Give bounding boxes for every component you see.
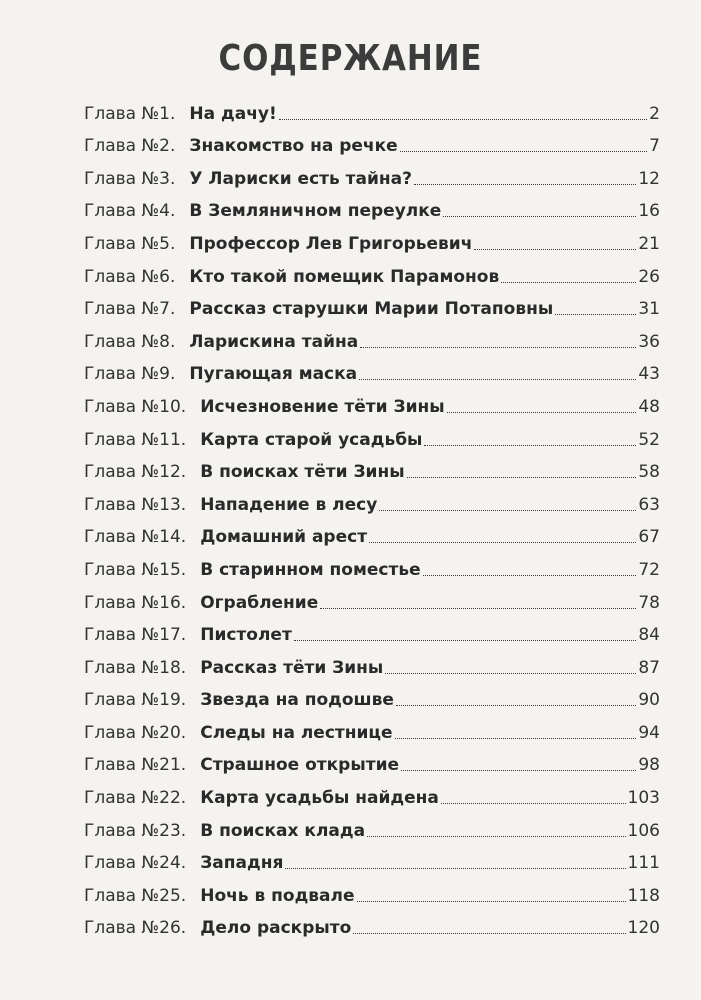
toc-entry	[84, 744, 660, 777]
chapter-title: Звезда на подошве	[200, 690, 394, 711]
chapter-label: Глава №18.	[84, 657, 187, 678]
chapter-page-number: 7	[649, 136, 660, 157]
chapter-page-number: 84	[638, 625, 660, 646]
chapter-label: Глава №19.	[84, 690, 187, 711]
chapter-label: Глава №26.	[84, 918, 187, 939]
dot-leader	[414, 183, 636, 185]
toc-entry	[84, 125, 660, 158]
chapter-label: Глава №2.	[84, 136, 176, 157]
dot-leader	[407, 476, 637, 478]
dot-leader	[367, 835, 625, 837]
chapter-title: Пистолет	[200, 625, 292, 646]
chapter-label: Глава №20.	[84, 722, 187, 743]
toc-entry	[84, 418, 660, 451]
chapter-title: Ночь в подвале	[200, 885, 355, 906]
toc-entry	[84, 711, 660, 744]
chapter-title: Исчезновение тёти Зины	[200, 396, 445, 417]
chapter-title: На дачу!	[189, 103, 277, 124]
dot-leader	[294, 639, 637, 641]
dot-leader	[360, 346, 636, 348]
chapter-page-number: 58	[638, 462, 660, 483]
chapter-page-number: 43	[638, 364, 660, 385]
chapter-label: Глава №7.	[84, 299, 176, 320]
chapter-title: Западня	[200, 853, 284, 874]
toc-entry	[84, 157, 660, 190]
dot-leader	[441, 802, 626, 804]
chapter-title: Страшное открытие	[200, 755, 400, 776]
toc-entry	[84, 776, 660, 809]
toc-entry	[84, 842, 660, 875]
toc-entry	[84, 190, 660, 223]
dot-leader	[447, 411, 637, 413]
toc-entry	[84, 581, 660, 614]
chapter-title: Ларискина тайна	[189, 331, 359, 352]
toc-entry	[84, 907, 660, 940]
chapter-label: Глава №24.	[84, 853, 187, 874]
toc-entry	[84, 385, 660, 418]
chapter-page-number: 72	[638, 559, 660, 580]
chapter-page-number: 78	[638, 592, 660, 613]
chapter-label: Глава №9.	[84, 364, 176, 385]
chapter-label: Глава №5.	[84, 233, 176, 254]
toc-entry	[84, 646, 660, 679]
chapter-page-number: 118	[627, 885, 660, 906]
chapter-page-number: 48	[638, 396, 660, 417]
dot-leader	[353, 932, 625, 934]
chapter-label: Глава №11.	[84, 429, 187, 450]
chapter-page-number: 2	[649, 103, 660, 124]
page-title: СОДЕРЖАНИЕ	[218, 38, 483, 79]
toc-entry	[84, 679, 660, 712]
chapter-label: Глава №12.	[84, 462, 187, 483]
dot-leader	[400, 150, 647, 152]
chapter-label: Глава №23.	[84, 820, 187, 841]
dot-leader	[357, 900, 626, 902]
toc-entry	[84, 874, 660, 907]
dot-leader	[443, 215, 636, 217]
chapter-label: Глава №14.	[84, 527, 187, 548]
toc-entry	[84, 483, 660, 516]
chapter-label: Глава №10.	[84, 396, 187, 417]
chapter-title: Профессор Лев Григорьевич	[189, 233, 473, 254]
dot-leader	[501, 281, 636, 283]
chapter-page-number: 63	[638, 494, 660, 515]
chapter-title: Кто такой помещик Парамонов	[189, 266, 500, 287]
dot-leader	[424, 444, 636, 446]
chapter-page-number: 16	[638, 201, 660, 222]
chapter-title: Дело раскрыто	[200, 918, 352, 939]
chapter-label: Глава №21.	[84, 755, 187, 776]
chapter-title: Рассказ тёти Зины	[200, 657, 384, 678]
dot-leader	[369, 541, 636, 543]
chapter-page-number: 52	[638, 429, 660, 450]
toc-entry	[84, 92, 660, 125]
chapter-title: Ограбление	[200, 592, 319, 613]
chapter-page-number: 87	[638, 657, 660, 678]
toc-entry	[84, 255, 660, 288]
chapter-page-number: 67	[638, 527, 660, 548]
toc-entry	[84, 809, 660, 842]
toc-entry	[84, 548, 660, 581]
dot-leader	[423, 574, 637, 576]
chapter-page-number: 21	[638, 233, 660, 254]
chapter-page-number: 94	[638, 722, 660, 743]
chapter-title: Пугающая маска	[189, 364, 358, 385]
toc-entry	[84, 516, 660, 549]
dot-leader	[395, 737, 637, 739]
dot-leader	[285, 867, 625, 869]
chapter-label: Глава №8.	[84, 331, 176, 352]
toc-entry	[84, 320, 660, 353]
dot-leader	[401, 769, 636, 771]
chapter-page-number: 31	[638, 299, 660, 320]
table-of-contents	[84, 92, 660, 939]
chapter-label: Глава №25.	[84, 885, 187, 906]
chapter-title: Следы на лестнице	[200, 722, 393, 743]
chapter-page-number: 103	[627, 788, 660, 809]
chapter-page-number: 120	[627, 918, 660, 939]
toc-entry	[84, 451, 660, 484]
toc-entry	[84, 614, 660, 647]
dot-leader	[320, 607, 636, 609]
chapter-page-number: 111	[627, 853, 660, 874]
chapter-title: Нападение в лесу	[200, 494, 378, 515]
toc-entry	[84, 222, 660, 255]
chapter-title: В поисках клада	[200, 820, 366, 841]
dot-leader	[359, 378, 636, 380]
chapter-label: Глава №3.	[84, 168, 176, 189]
dot-leader	[474, 248, 636, 250]
chapter-label: Глава №17.	[84, 625, 187, 646]
chapter-label: Глава №6.	[84, 266, 176, 287]
chapter-label: Глава №4.	[84, 201, 176, 222]
chapter-label: Глава №13.	[84, 494, 187, 515]
chapter-page-number: 98	[638, 755, 660, 776]
chapter-title: Домашний арест	[200, 527, 368, 548]
dot-leader	[555, 313, 636, 315]
chapter-title: В старинном поместье	[200, 559, 421, 580]
chapter-title: Знакомство на речке	[189, 136, 398, 157]
chapter-title: Карта старой усадьбы	[200, 429, 423, 450]
chapter-label: Глава №1.	[84, 103, 176, 124]
chapter-page-number: 36	[638, 331, 660, 352]
chapter-title: У Лариски есть тайна?	[189, 168, 412, 189]
toc-entry	[84, 288, 660, 321]
dot-leader	[279, 118, 647, 120]
chapter-page-number: 106	[627, 820, 660, 841]
dot-leader	[379, 509, 636, 511]
chapter-page-number: 26	[638, 266, 660, 287]
chapter-title: Карта усадьбы найдена	[200, 788, 439, 809]
dot-leader	[396, 704, 636, 706]
chapter-title: В поисках тёти Зины	[200, 462, 405, 483]
chapter-title: В Земляничном переулке	[189, 201, 442, 222]
chapter-title: Рассказ старушки Марии Потаповны	[189, 299, 554, 320]
dot-leader	[385, 672, 636, 674]
chapter-label: Глава №22.	[84, 788, 187, 809]
chapter-page-number: 12	[638, 168, 660, 189]
chapter-label: Глава №15.	[84, 559, 187, 580]
chapter-label: Глава №16.	[84, 592, 187, 613]
chapter-page-number: 90	[638, 690, 660, 711]
toc-entry	[84, 353, 660, 386]
